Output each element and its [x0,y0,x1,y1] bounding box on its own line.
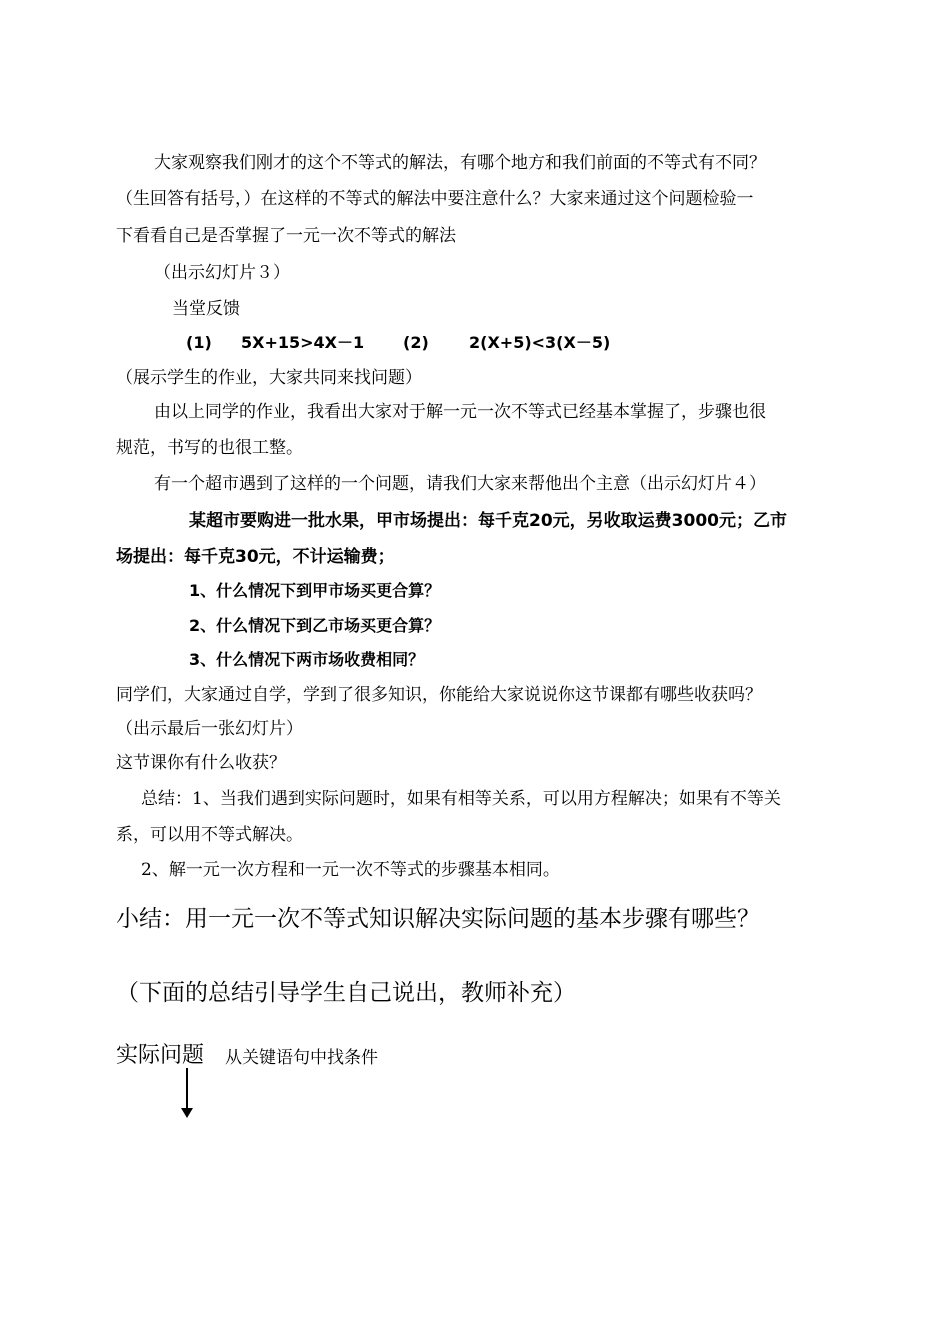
text-line-self-study: 同学们，大家通过自学，学到了很多知识，你能给大家说说你这节课都有哪些收获吗？ [116,685,762,705]
question-2: 2、什么情况下到乙市场买更合算？ [189,616,441,635]
slide-note-3: （出示幻灯片３） [154,263,290,283]
summary-line-1: 总结：1、当我们遇到实际问题时，如果有相等关系，可以用方程解决；如果有不等关 [141,789,781,809]
text-line-gains: 这节课你有什么收获？ [116,753,286,773]
text-line-1: 大家观察我们刚才的这个不等式的解法，有哪个地方和我们前面的不等式有不同？ [154,153,766,173]
problem-line-1: 某超市要购进一批水果，甲市场提出：每千克20元，另收取运费3000元；乙市 [189,511,787,531]
text-line-2: （生回答有括号，）在这样的不等式的解法中要注意什么？大家来通过这个问题检验一 [116,189,754,209]
summary-line-3: 2、解一元一次方程和一元一次不等式的步骤基本相同。 [141,860,560,880]
feedback-heading: 当堂反馈 [172,299,240,319]
flow-step-actual-problem: 实际问题 [116,1043,205,1068]
summary-line-2: 系，可以用不等式解决。 [116,825,303,845]
exercise-2-expression: 2(X+5)<3(X－5) [469,333,611,352]
problem-line-2: 场提出：每千克30元，不计运输费； [116,547,395,567]
question-3: 3、什么情况下两市场收费相同？ [189,650,425,669]
text-line-show-homework: （展示学生的作业，大家共同来找问题） [116,368,422,388]
question-1: 1、什么情况下到甲市场买更合算？ [189,581,441,600]
text-line-supermarket: 有一个超市遇到了这样的一个问题，请我们大家来帮他出个主意（出示幻灯片４） [154,474,766,494]
exercise-1-expression: 5X+15>4X－1 [241,333,365,352]
flow-step-hint: 从关键语句中找条件 [225,1048,378,1068]
conclusion-heading: 小结：用一元一次不等式知识解决实际问题的基本步骤有哪些？ [116,906,760,932]
text-line-3: 下看看自己是否掌握了一元一次不等式的解法 [116,226,456,246]
text-line-homework-1: 由以上同学的作业，我看出大家对于解一元一次不等式已经基本掌握了，步骤也很 [154,402,766,422]
slide-note-last: （出示最后一张幻灯片） [116,719,303,739]
arrow-down-icon [181,1108,193,1118]
exercise-2-number: (2) [403,333,429,352]
exercise-1-number: (1) [186,333,212,352]
conclusion-guide: （下面的总结引导学生自己说出，教师补充） [116,980,576,1006]
text-line-homework-2: 规范，书写的也很工整。 [116,438,303,458]
flow-arrow-shaft [186,1068,188,1112]
